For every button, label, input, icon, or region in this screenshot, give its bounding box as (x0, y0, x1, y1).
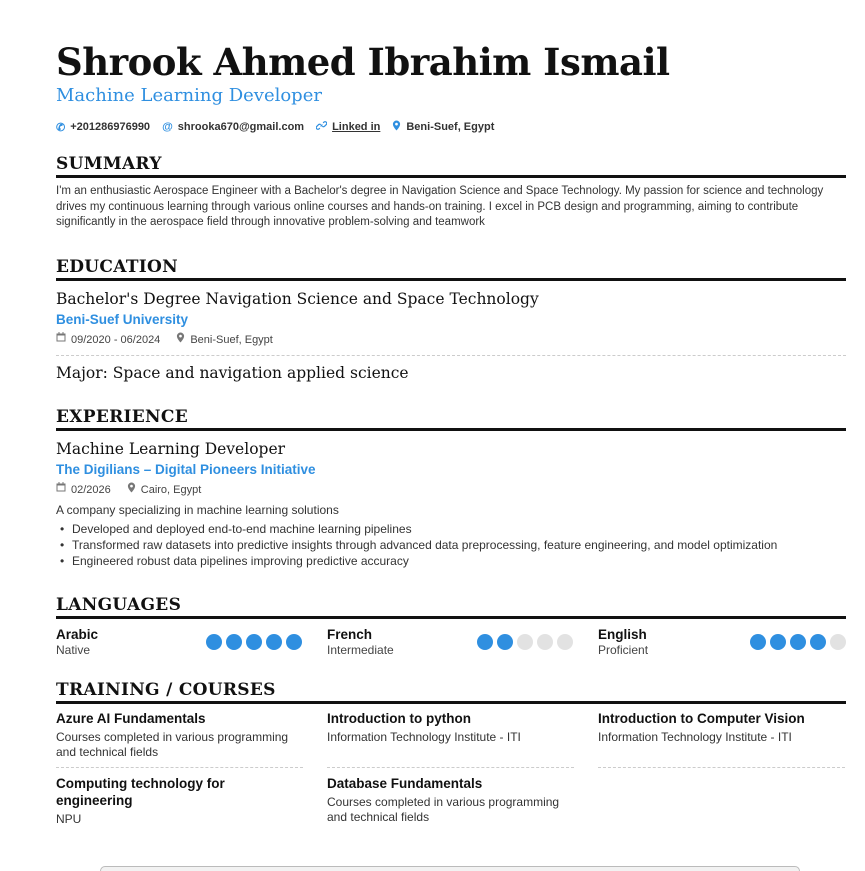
rating-dot-empty (830, 634, 846, 650)
course-item (327, 710, 574, 775)
rating-dot-filled (750, 634, 766, 650)
courses-section (56, 680, 846, 827)
rating-dot-empty (537, 634, 553, 650)
language-rating (477, 634, 573, 658)
candidate-role: Machine Learning Developer (56, 85, 322, 106)
language-item (327, 627, 598, 658)
location-icon (176, 332, 185, 348)
contact-location: Beni-Suef, Egypt (392, 120, 494, 134)
rating-dot-filled (497, 634, 513, 650)
course-title: Azure AI Fundamentals (56, 710, 206, 726)
course-title: Database Fundamentals (327, 775, 483, 791)
course-description: NPU (56, 811, 82, 826)
course-item (56, 775, 303, 827)
course-item (327, 775, 574, 827)
languages-list (56, 627, 846, 658)
rating-dot-filled (266, 634, 282, 650)
experience-location: Cairo, Egypt (140, 483, 202, 496)
languages-heading: LANGUAGES (56, 595, 846, 619)
course-item (56, 710, 303, 775)
summary-text: I'm an enthusiastic Aerospace Engineer with a Bachelor's degree in Navigation Science and Space Technology. My passion for science and technology drives my continuous learning through various online courses and hands-on training. I excel in PCB design and programming, aiming to contribute significantly in the aerospace field through innovative problem-solving and teamwork (56, 185, 824, 229)
contact-bar (56, 118, 846, 136)
rating-dot-filled (770, 634, 786, 650)
experience-date: 02/2026 (71, 483, 111, 496)
course-title: Introduction to Computer Vision (598, 710, 805, 726)
rating-dot-filled (810, 634, 826, 650)
courses-list (56, 710, 846, 827)
experience-section (56, 407, 846, 569)
rating-dot-filled (226, 634, 242, 650)
list-item: • Developed and deployed end-to-end machine learning pipelines (56, 521, 846, 537)
course-description: Courses completed in various programming and technical fields (327, 794, 560, 824)
language-level: Proficient (598, 642, 649, 657)
courses-heading: TRAINING / COURSES (56, 680, 846, 704)
school-name: Beni-Suef University (56, 311, 189, 327)
summary-section (56, 154, 846, 231)
divider (56, 355, 846, 356)
language-rating (750, 634, 846, 658)
divider (598, 767, 845, 768)
rating-dot-filled (246, 634, 262, 650)
language-rating (206, 634, 302, 658)
experience-heading: EXPERIENCE (56, 407, 846, 431)
horizontal-scrollbar[interactable] (100, 866, 800, 871)
course-description: Information Technology Institute - ITI (598, 729, 792, 744)
calendar-icon (56, 482, 66, 497)
language-level: Native (56, 642, 91, 657)
education-heading: EDUCATION (56, 257, 846, 281)
course-item (598, 710, 845, 775)
rating-dot-empty (517, 634, 533, 650)
language-name: Arabic (56, 626, 99, 642)
language-name: French (327, 626, 373, 642)
experience-bullets (56, 521, 846, 569)
course-title: Computing technology for engineering (56, 775, 225, 808)
phone-icon: ✆ (56, 121, 66, 134)
course-description: Courses completed in various programming and technical fields (56, 729, 289, 759)
company-name: The Digilians – Digital Pioneers Initiative (56, 461, 316, 477)
resume-page (56, 38, 846, 827)
language-name: English (598, 626, 647, 642)
education-meta (56, 332, 846, 348)
rating-dot-filled (286, 634, 302, 650)
rating-dot-filled (477, 634, 493, 650)
list-item: • Transformed raw datasets into predictive insights through advanced data preprocessing, feature engineering, and model optimization (56, 537, 846, 553)
course-title: Introduction to python (327, 710, 471, 726)
experience-meta (56, 482, 846, 498)
location-icon (392, 120, 401, 134)
education-dates: 09/2020 - 06/2024 (71, 333, 161, 346)
company-description: A company specializing in machine learning solutions (56, 502, 339, 517)
list-item: • Engineered robust data pipelines improving predictive accuracy (56, 553, 846, 569)
degree-title: Bachelor's Degree Navigation Science and Space Technology (56, 289, 539, 308)
link-icon (316, 120, 327, 134)
education-location: Beni-Suef, Egypt (190, 333, 273, 346)
location-icon (127, 482, 136, 498)
languages-section (56, 595, 846, 658)
rating-dot-filled (790, 634, 806, 650)
language-item (598, 627, 846, 658)
rating-dot-empty (557, 634, 573, 650)
divider (327, 767, 574, 768)
at-icon: @ (162, 121, 173, 133)
rating-dot-filled (206, 634, 222, 650)
divider (56, 767, 303, 768)
candidate-name: Shrook Ahmed Ibrahim Ismail (56, 40, 670, 84)
contact-email[interactable]: @ shrooka670@gmail.com (162, 121, 305, 133)
education-major: Major: Space and navigation applied science (56, 363, 409, 382)
contact-linkedin[interactable]: Linked in (316, 120, 380, 134)
summary-heading: SUMMARY (56, 154, 846, 178)
course-description: Information Technology Institute - ITI (327, 729, 521, 744)
contact-phone: ✆ +201286976990 (56, 121, 151, 134)
education-section (56, 257, 846, 383)
job-title: Machine Learning Developer (56, 439, 286, 458)
calendar-icon (56, 332, 66, 347)
language-level: Intermediate (327, 642, 394, 657)
language-item (56, 627, 327, 658)
